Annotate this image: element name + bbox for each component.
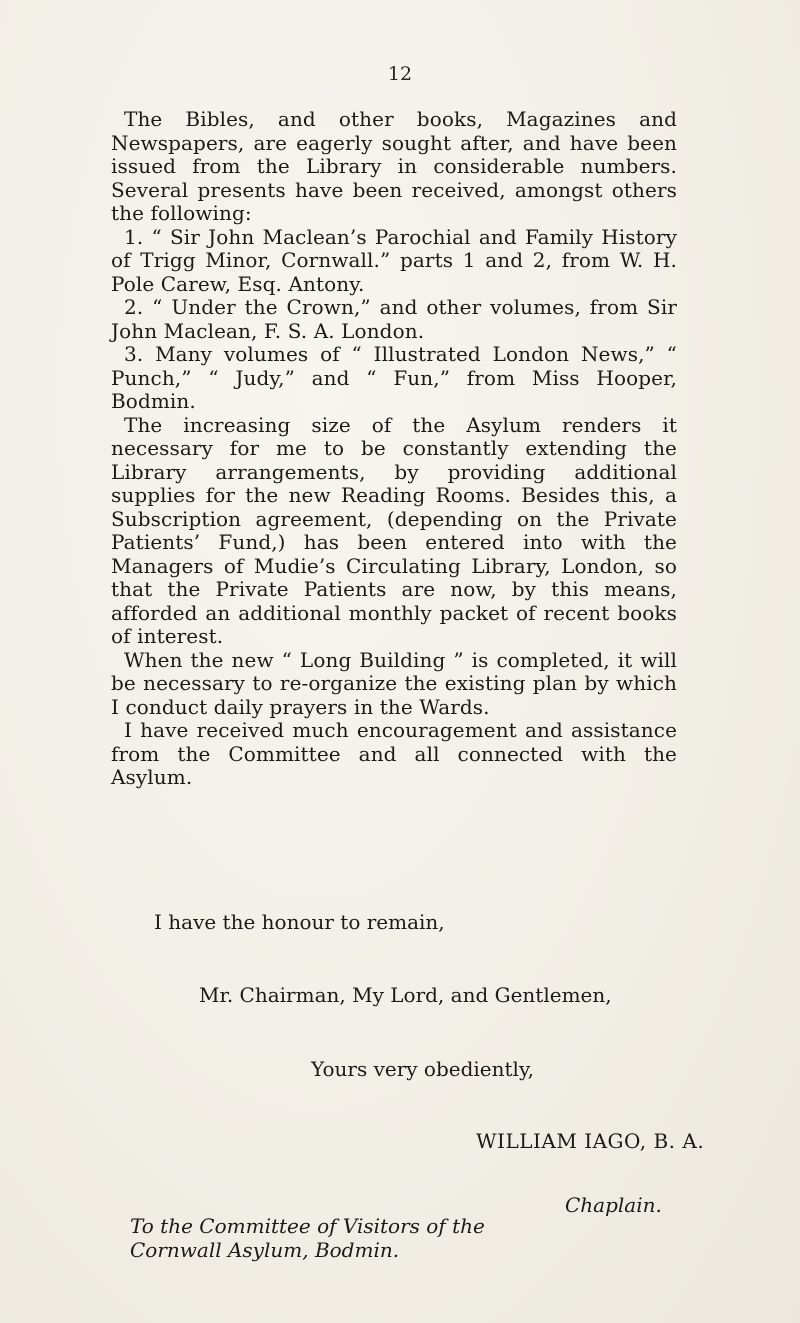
- paragraph-present-2: 2. “ Under the Crown,” and other volumes, from Sir John Maclean, F. S. A. London.: [111, 295, 677, 343]
- paragraph-library-arrangements: The increasing size of the Asylum renders it necessary for me to be constantly extending the Library arrangements, by providing additional supplies for the new Reading Rooms. Besides this, a Subscription agreement, (depending on the Private Patients’ Fund,) has been entered into with the Managers of Mudie’s Circulating Library, London, so that the Private Patients are now, by this means, afforded an additional monthly packet of recent books of interest.: [111, 412, 677, 648]
- closing-remain: I have the honour to remain,: [154, 910, 445, 934]
- signature-title: Chaplain.: [565, 1193, 662, 1217]
- closing-yours: Yours very obediently,: [311, 1057, 534, 1081]
- addressee-block: [130, 1214, 485, 1262]
- addressee-line-1: To the Committee of Visitors of the: [130, 1214, 485, 1238]
- paragraph-long-building: When the new “ Long Building ” is completed, it will be necessary to re-organize the existing plan by which I conduct daily prayers in the Wards.: [111, 647, 677, 719]
- addressee-line-2: Cornwall Asylum, Bodmin.: [130, 1238, 400, 1262]
- paragraph-present-3: 3. Many volumes of “ Illustrated London News,” “ Punch,” “ Judy,” and “ Fun,” from Miss Hooper, Bodmin.: [111, 342, 677, 413]
- page-number: 12: [387, 63, 413, 85]
- signature-name: WILLIAM IAGO, B. A.: [476, 1129, 705, 1153]
- report-body: [111, 108, 677, 790]
- paragraph-library-books: The Bibles, and other books, Magazines and Newspapers, are eagerly sought after, and have been issued from the Library in considerable numbers. Several presents have been received, amongst others the following:: [111, 107, 677, 225]
- paragraph-present-1: 1. “ Sir John Maclean’s Parochial and Family History of Trigg Minor, Cornwall.” parts 1 and 2, from W. H. Pole Carew, Esq. Antony.: [111, 224, 677, 296]
- closing-salutation: Mr. Chairman, My Lord, and Gentlemen,: [199, 983, 612, 1007]
- paragraph-encouragement: I have received much encouragement and assistance from the Committee and all connected with the Asylum.: [111, 718, 677, 789]
